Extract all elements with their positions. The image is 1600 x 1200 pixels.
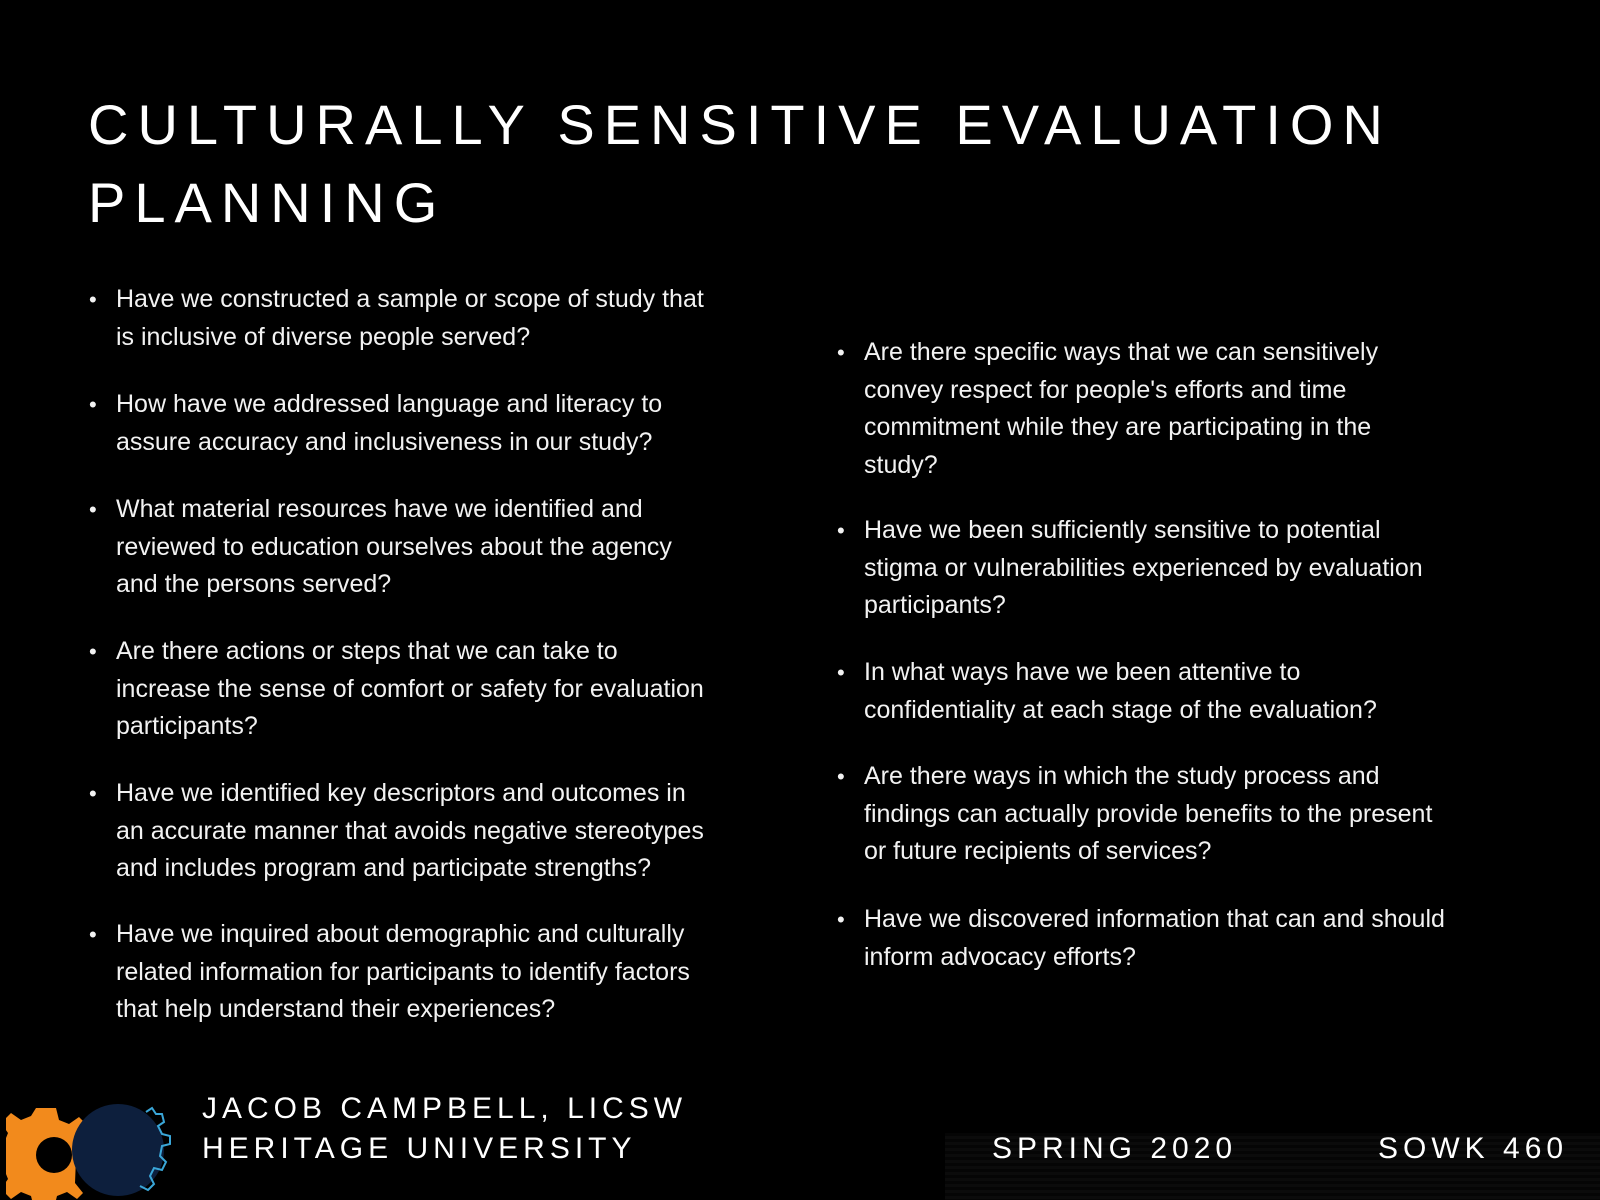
bullet-text-line: and the persons served? [116, 570, 392, 598]
bullet-text-line: In what ways have we been attentive to [864, 658, 1301, 686]
bullet-text-line: findings can actually provide benefits to the present [864, 799, 1433, 828]
bullet-text-line: Have we been sufficiently sensitive to potential [864, 516, 1381, 544]
bullet-item [837, 512, 1423, 625]
bullet-dot-icon: • [89, 497, 97, 522]
footer-institution: HERITAGE UNIVERSITY [202, 1132, 637, 1165]
bullet-text-line: stigma or vulnerabilities experienced by evaluation [864, 553, 1423, 582]
bullet-text-line: Have we discovered information that can and should [864, 905, 1445, 933]
bullet-dot-icon: • [89, 392, 97, 417]
bullet-dot-icon: • [837, 518, 845, 543]
footer-term: SPRING 2020 [992, 1132, 1238, 1165]
bullet-item [837, 758, 1433, 871]
footer-author: JACOB CAMPBELL, LICSW [202, 1092, 688, 1125]
bullet-text-line: and includes program and participate strengths? [116, 854, 652, 882]
title-line-1: CULTURALLY SENSITIVE EVALUATION [88, 93, 1392, 156]
bullet-text-line: reviewed to education ourselves about the agency [116, 532, 672, 561]
bullet-item [89, 633, 704, 746]
bullet-text-line: Are there actions or steps that we can take to [116, 637, 618, 665]
bullet-text-line: is inclusive of diverse people served? [116, 322, 531, 351]
bullet-text-line: commitment while they are participating in the [864, 413, 1372, 441]
bullet-item [89, 916, 690, 1029]
bullet-text-line: an accurate manner that avoids negative stereotypes [116, 816, 704, 845]
bullet-item [89, 386, 663, 461]
bullet-item [89, 491, 672, 604]
title-line-2: PLANNING [88, 171, 447, 234]
bullet-item [837, 901, 1445, 976]
bullet-text-line: increase the sense of comfort or safety for evaluation [116, 674, 704, 703]
bullet-text-line: confidentiality at each stage of the evaluation? [864, 695, 1377, 724]
bullet-dot-icon: • [837, 907, 845, 932]
bullet-text-line: How have we addressed language and literacy to [116, 390, 663, 418]
bullet-text-line: Are there ways in which the study process and [864, 762, 1380, 790]
bullet-item [89, 281, 704, 356]
bullet-text-line: study? [864, 450, 938, 479]
bullet-text-line: Have we constructed a sample or scope of study that [116, 285, 704, 313]
bullet-dot-icon: • [89, 287, 97, 312]
bullet-text-line: participants? [864, 591, 1006, 619]
footer-course: SOWK 460 [1378, 1132, 1569, 1165]
bullet-text-line: or future recipients of services? [864, 837, 1212, 865]
bullet-item [837, 654, 1377, 729]
bullet-text-line: Have we identified key descriptors and outcomes in [116, 779, 686, 807]
bullet-text-line: assure accuracy and inclusiveness in our study? [116, 427, 653, 456]
bullet-text-line: convey respect for people's efforts and time [864, 375, 1347, 404]
slide-title [88, 86, 1538, 242]
bullet-item [837, 334, 1379, 484]
bullet-dot-icon: • [89, 639, 97, 664]
bullet-text-line: Are there specific ways that we can sensitively [864, 338, 1379, 366]
bullet-text-line: What material resources have we identified and [116, 495, 643, 523]
bullet-text-line: inform advocacy efforts? [864, 942, 1136, 971]
bullet-dot-icon: • [837, 340, 845, 365]
bullet-dot-icon: • [837, 764, 845, 789]
bullet-text-line: Have we inquired about demographic and culturally [116, 920, 685, 948]
bullet-text-line: participants? [116, 712, 258, 740]
bullet-dot-icon: • [837, 660, 845, 685]
logo-gear-globe-icon [6, 1100, 176, 1200]
bullet-text-line: related information for participants to identify factors [116, 957, 690, 986]
bullet-item [89, 775, 704, 888]
bullet-dot-icon: • [89, 922, 97, 947]
bullet-text-line: that help understand their experiences? [116, 995, 556, 1023]
bullet-dot-icon: • [89, 781, 97, 806]
